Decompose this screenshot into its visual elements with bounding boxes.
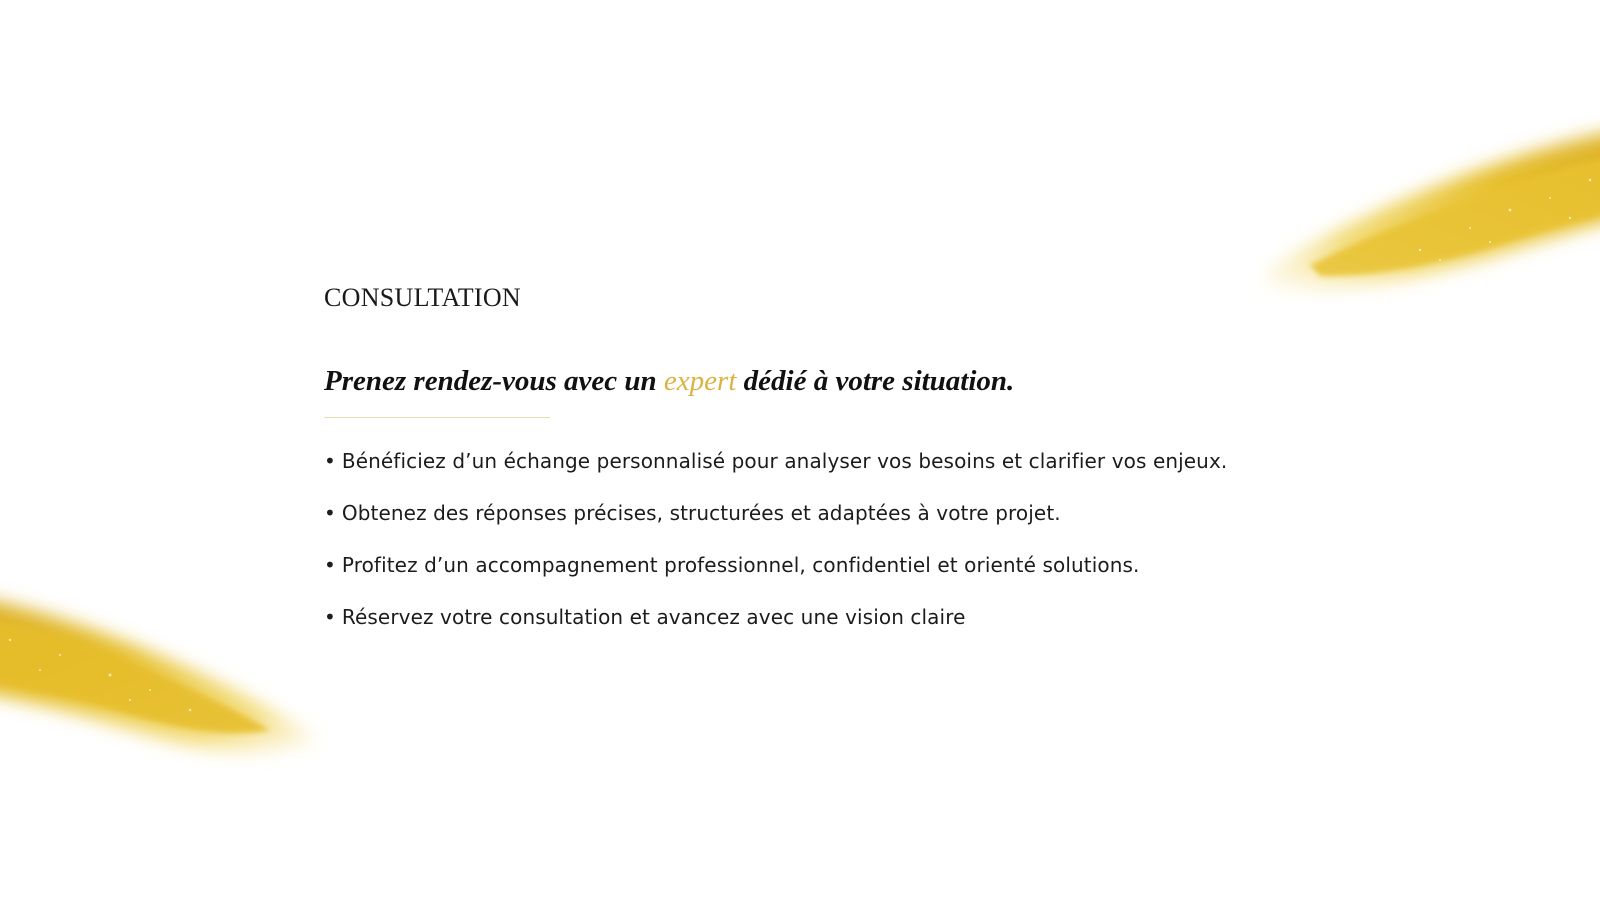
gold-brush-stroke-top-right — [1240, 110, 1600, 310]
list-item-text: Réservez votre consultation et avancez avec une vision claire — [341, 605, 966, 630]
list-item — [324, 500, 1324, 526]
headline-divider — [324, 417, 550, 418]
list-item-text: Profitez d’un accompagnement professionnel, confidentiel et orienté solutions. — [341, 553, 1140, 578]
gold-brush-stroke-bottom-left — [0, 570, 340, 780]
section-headline — [324, 363, 1324, 399]
list-item — [324, 448, 1324, 474]
list-item — [324, 604, 1324, 630]
bullet-dot: • — [324, 605, 336, 630]
headline-text-before: Prenez rendez-vous avec un — [324, 365, 664, 398]
consultation-section — [324, 282, 1324, 656]
section-eyebrow: CONSULTATION — [324, 283, 522, 312]
headline-text-after: dédié à votre situation. — [736, 365, 1015, 398]
benefits-list — [324, 448, 1324, 630]
list-item — [324, 552, 1324, 578]
bullet-dot: • — [324, 501, 336, 526]
headline-accent-word: expert — [663, 365, 737, 398]
list-item-text: Bénéficiez d’un échange personnalisé pour analyser vos besoins et clarifier vos enjeux. — [341, 449, 1228, 474]
bullet-dot: • — [324, 553, 336, 578]
list-item-text: Obtenez des réponses précises, structurées et adaptées à votre projet. — [341, 501, 1061, 526]
bullet-dot: • — [324, 449, 336, 474]
